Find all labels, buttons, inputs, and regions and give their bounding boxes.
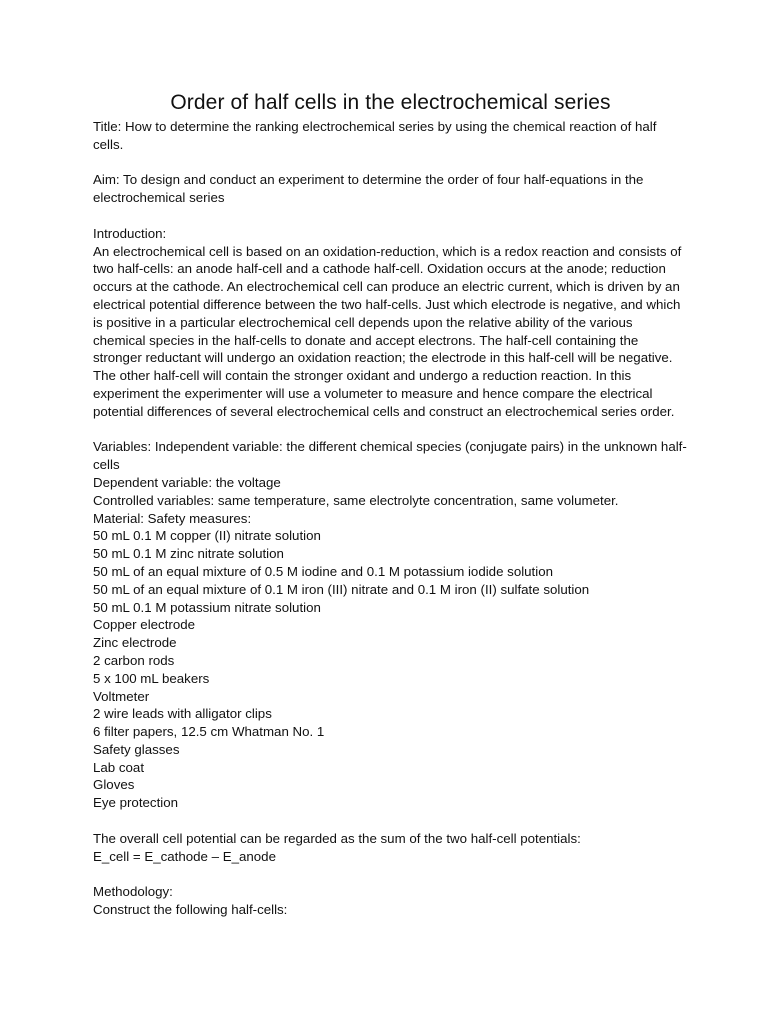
materials-item: 50 mL of an equal mixture of 0.1 M iron (III) nitrate and 0.1 M iron (II) sulfate solution [93, 581, 590, 597]
materials-item: 2 carbon rods [93, 652, 175, 668]
spacer [93, 154, 688, 172]
introduction-body: An electrochemical cell is based on an oxidation-reduction, which is a redox reaction and consists of two half-cells: an anode half-cell and a cathode half-cell. Oxidation occurs at the anode; reduction occurs at the cathode. An electrochemical cell can produce an electric current, which is driven by an electrical potential difference between the two half-cells. Just which electrode is negative, and which is positive in a particular electrochemical cell depends upon the relative ability of the various chemical species in the half-cells to donate and accept electrons. The half-cell containing the stronger reductant will undergo an oxidation reaction; the electrode in this half-cell will be negative. The other half-cell will contain the stronger oxidant and undergo a reduction reaction. In this experiment the experimenter will use a volumeter to measure and hence compare the electrical potential differences of several electrochemical cells and construct an electrochemical series order. [93, 243, 682, 419]
materials-item: Voltmeter [93, 688, 150, 704]
title-line: Title: How to determine the ranking electrochemical series by using the chemical reaction of half cells. [93, 119, 657, 152]
materials-item: 50 mL of an equal mixture of 0.5 M iodine and 0.1 M potassium iodide solution [93, 563, 553, 579]
materials-item: Gloves [93, 777, 135, 793]
variables-dependent: Dependent variable: the voltage [93, 474, 281, 490]
materials-item: Eye protection [93, 795, 179, 811]
materials-item: 50 mL 0.1 M potassium nitrate solution [93, 599, 321, 615]
materials-item: Lab coat [93, 759, 145, 775]
aim-paragraph: Aim: To design and conduct an experiment to determine the order of four half-equations in the electrochemical series [93, 172, 644, 206]
introduction-heading: Introduction: [93, 225, 167, 241]
materials-item: 50 mL 0.1 M copper (II) nitrate solution [93, 528, 321, 544]
methodology-heading: Methodology: [93, 884, 173, 900]
materials-item: 2 wire leads with alligator clips [93, 706, 272, 722]
materials-item: 50 mL 0.1 M zinc nitrate solution [93, 546, 284, 562]
potential-formula: E_cell = E_cathode – E_anode [93, 848, 276, 864]
spacer [93, 421, 688, 439]
materials-item: Safety glasses [93, 741, 180, 757]
materials-list [93, 510, 688, 813]
methodology-first-line: Construct the following half-cells: [93, 902, 288, 918]
spacer [93, 207, 688, 225]
materials-item: Copper electrode [93, 617, 196, 633]
materials-item: 5 x 100 mL beakers [93, 670, 210, 686]
variables-independent: Variables: Independent variable: the different chemical species (conjugate pairs) in the unknown half-cells [93, 439, 687, 473]
materials-item: 6 filter papers, 12.5 cm Whatman No. 1 [93, 724, 325, 740]
document-title: Order of half cells in the electrochemical series [170, 91, 611, 114]
variables-controlled: Controlled variables: same temperature, same electrolyte concentration, same volumeter. [93, 492, 619, 508]
potential-intro: The overall cell potential can be regarded as the sum of the two half-cell potentials: [93, 830, 581, 846]
materials-item: Material: Safety measures: [93, 510, 252, 526]
spacer [93, 812, 688, 830]
spacer [93, 865, 688, 883]
materials-item: Zinc electrode [93, 635, 177, 651]
